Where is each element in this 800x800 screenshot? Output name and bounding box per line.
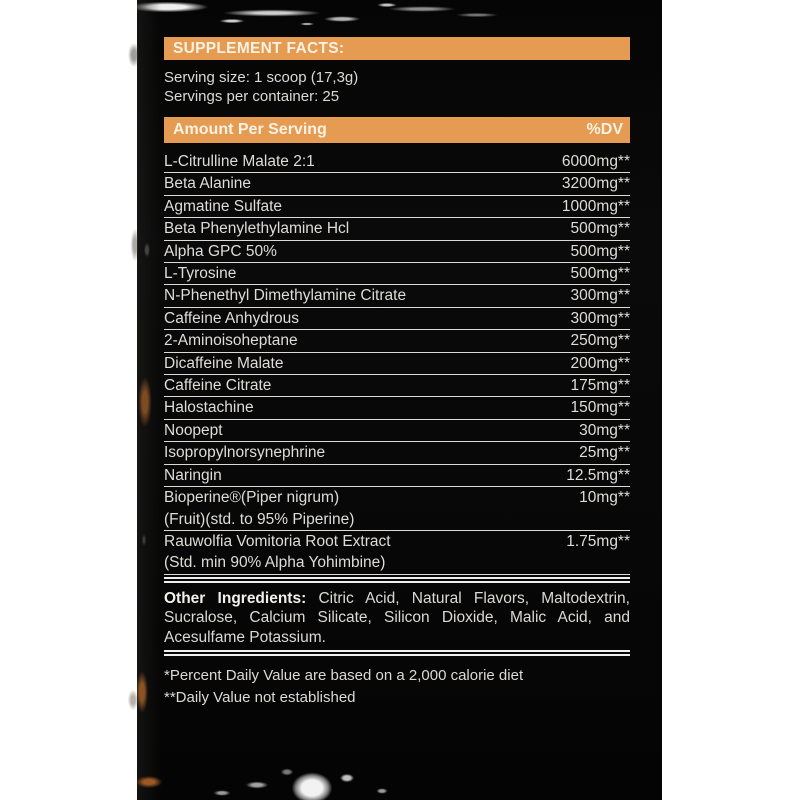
table-row <box>164 375 630 397</box>
servings-per-container: Servings per container: 25 <box>164 88 340 105</box>
footnotes <box>164 665 630 709</box>
serving-size: Serving size: 1 scoop (17,3g) <box>164 69 359 86</box>
ingredient-amount: 12.5mg** <box>566 466 630 484</box>
table-row-line1 <box>164 531 630 552</box>
ingredient-amount: 3200mg** <box>561 175 630 193</box>
ingredient-name: Beta Phenylethylamine Hcl <box>164 220 350 238</box>
ingredient-name: Halostachine <box>164 399 254 417</box>
ingredient-name-line2: (Std. min 90% Alpha Yohimbine) <box>164 554 386 572</box>
footnote-percent-dv: *Percent Daily Value are based on a 2,000 calorie diet <box>164 667 524 685</box>
table-row-line1 <box>164 263 630 284</box>
table-row-line1 <box>164 218 630 239</box>
table-row-line1 <box>164 196 630 217</box>
table-row-line1 <box>164 487 630 508</box>
ingredient-amount: 1000mg** <box>561 197 630 215</box>
table-row-line1 <box>164 420 630 441</box>
supplement-facts-header: SUPPLEMENT FACTS: <box>164 37 630 60</box>
table-row <box>164 285 630 307</box>
ingredient-name: Alpha GPC 50% <box>164 242 277 260</box>
table-row <box>164 151 630 173</box>
paint-splatter-bottom <box>137 758 557 800</box>
table-row-line1 <box>164 173 630 194</box>
table-row <box>164 442 630 464</box>
table-row-line1 <box>164 285 630 306</box>
table-row <box>164 465 630 487</box>
table-row <box>164 330 630 352</box>
other-ingredients-paragraph <box>164 589 630 648</box>
amount-per-serving-header <box>164 117 630 143</box>
double-rule-top <box>164 577 630 583</box>
ingredient-name: L-Tyrosine <box>164 265 237 283</box>
other-ingredients-text: Citric Acid, Natural Flavors, Maltodextrin, Sucralose, Calcium Silicate, Silicon Dioxide, Malic Acid, and Acesulfame Potassium. <box>164 589 630 646</box>
table-row-line1 <box>164 308 630 329</box>
table-row-line1 <box>164 465 630 486</box>
ingredient-name: Caffeine Anhydrous <box>164 309 300 327</box>
ingredient-name: Rauwolfia Vomitoria Root Extract <box>164 532 391 550</box>
paint-texture-left-edge <box>137 0 161 800</box>
ingredient-amount: 200mg** <box>570 354 630 372</box>
table-row <box>164 531 630 575</box>
ingredient-name: 2-Aminoisoheptane <box>164 332 298 350</box>
table-row-line1 <box>164 241 630 262</box>
table-row <box>164 487 630 531</box>
ingredient-amount: 150mg** <box>570 399 630 417</box>
ingredient-name: Beta Alanine <box>164 175 252 193</box>
ingredient-amount: 6000mg** <box>561 153 630 170</box>
table-row <box>164 353 630 375</box>
ingredient-amount: 1.75mg** <box>566 532 630 550</box>
label-content <box>164 0 630 709</box>
photo-edge-smudges <box>120 0 138 800</box>
ingredient-name: Isopropylnorsynephrine <box>164 444 326 462</box>
ingredient-name: Agmatine Sulfate <box>164 197 283 215</box>
ingredient-name: Dicaffeine Malate <box>164 354 284 372</box>
ingredient-name: Noopept <box>164 421 223 439</box>
ingredient-name: Bioperine®(Piper nigrum) <box>164 489 340 507</box>
table-row-line1 <box>164 442 630 463</box>
ingredient-amount: 500mg** <box>570 242 630 260</box>
table-row-line1 <box>164 397 630 418</box>
amount-per-serving-label: Amount Per Serving <box>173 121 327 138</box>
table-row <box>164 397 630 419</box>
table-row <box>164 196 630 218</box>
ingredient-amount: 250mg** <box>570 332 630 350</box>
table-row-line1 <box>164 330 630 351</box>
double-rule-bottom <box>164 650 630 656</box>
table-row <box>164 420 630 442</box>
percent-dv-label: %DV <box>586 121 623 138</box>
ingredient-amount: 10mg** <box>579 489 630 507</box>
other-ingredients-lead: Other Ingredients: <box>164 589 307 607</box>
ingredient-amount: 25mg** <box>579 444 630 462</box>
table-row <box>164 308 630 330</box>
serving-info <box>164 68 630 106</box>
table-row <box>164 241 630 263</box>
ingredient-name: N-Phenethyl Dimethylamine Citrate <box>164 287 407 305</box>
table-row-line1 <box>164 151 630 172</box>
facts-table <box>164 151 630 575</box>
ingredient-amount: 500mg** <box>570 220 630 238</box>
table-row-line1 <box>164 375 630 396</box>
footnote-dv-not-established: **Daily Value not established <box>164 689 356 707</box>
ingredient-name-line2: (Fruit)(std. to 95% Piperine) <box>164 510 355 528</box>
ingredient-name: Caffeine Citrate <box>164 377 272 395</box>
table-row <box>164 218 630 240</box>
ingredient-amount: 500mg** <box>570 265 630 283</box>
label-panel <box>137 0 662 800</box>
ingredient-name: Naringin <box>164 466 222 484</box>
ingredient-amount: 30mg** <box>579 421 630 439</box>
ingredient-amount: 175mg** <box>570 377 630 395</box>
ingredient-amount: 300mg** <box>570 309 630 327</box>
ingredient-name: L-Citrulline Malate 2:1 <box>164 153 315 170</box>
table-row <box>164 173 630 195</box>
table-row <box>164 263 630 285</box>
table-row-line1 <box>164 353 630 374</box>
ingredient-amount: 300mg** <box>570 287 630 305</box>
